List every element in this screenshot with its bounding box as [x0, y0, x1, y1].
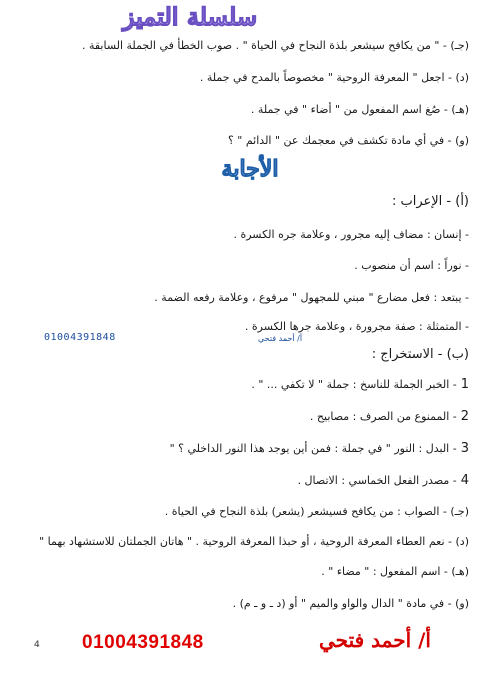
item-text: - الممنوع من الصرف : مصابيح . [309, 410, 457, 423]
answer-b-item [24, 441, 469, 457]
answer-e: (هـ) - اسم المفعول : " مضاء " . [321, 565, 469, 578]
question-c: (جـ) - " من يكافح سيشعر بلذة النجاح في الحياة " . صوب الخطأ في الجملة السابقة . [81, 39, 469, 52]
footer-teacher-name: أ/ أحمد فتحي [319, 628, 431, 652]
page-number: 4 [34, 640, 40, 650]
watermark-name: أ/ أحمد فتحي [258, 334, 303, 343]
question-d: (د) - اجعل " المعرفة الروحية " مخصوصاً بالمدح في جملة . [199, 71, 469, 84]
question-e: (هـ) - صُغ اسم المفعول من " أضاء " في جملة . [250, 103, 469, 116]
item-number: 1 [460, 377, 469, 392]
item-number: 2 [460, 409, 469, 424]
answer-b-item [24, 473, 469, 489]
item-text: - البدل : النور " في جملة : فمن أين يوجد هذا النور الداخلي ؟ " [169, 442, 457, 455]
item-text: - الخبر الجملة للناسخ : جملة " لا تكفي ... " . [251, 378, 457, 391]
answer-b-heading: (ب) - الاستخراج : [371, 347, 469, 362]
answer-b-item [24, 409, 469, 425]
watermark-phone: 01004391848 [44, 332, 116, 343]
item-number: 3 [460, 441, 469, 456]
question-f: (و) - في أي مادة تكشف في معجمك عن " الدائم " ؟ [227, 134, 469, 147]
answer-b-item [24, 377, 469, 393]
answer-a-heading: (أ) - الإعراب : [391, 194, 469, 209]
answer-f: (و) - في مادة " الدال والواو والميم " أو (د ـ و ـ م) . [232, 597, 469, 610]
answer-heading: الأجابة [221, 156, 279, 182]
item-number: 4 [460, 473, 469, 488]
footer-phone: 01004391848 [82, 632, 204, 653]
series-title: سلسلة التميز [122, 2, 258, 31]
answer-c: (جـ) - الصواب : من يكافح فسيشعر (يشعر) بلذة النجاح في الحياة . [164, 505, 469, 518]
answer-d: (د) - نعم العطاء المعرفة الروحية ، أو حبذا المعرفة الروحية . " هاتان الجملتان للاستشهاد بهما " [39, 535, 469, 548]
answer-a-item: - نوراً : اسم أن منصوب . [354, 259, 469, 272]
answer-a-item: - إنسان : مضاف إليه مجرور ، وعلامة جره الكسرة . [233, 228, 469, 241]
answer-a-item: - المتمثلة : صفة مجرورة ، وعلامة جرها الكسرة . [244, 320, 469, 333]
answer-a-item: - يبتعد : فعل مضارع " مبني للمجهول " مرفوع ، وعلامة رفعه الضمة . [154, 291, 469, 304]
item-text: - مصدر الفعل الخماسي : الاتصال . [297, 474, 457, 487]
